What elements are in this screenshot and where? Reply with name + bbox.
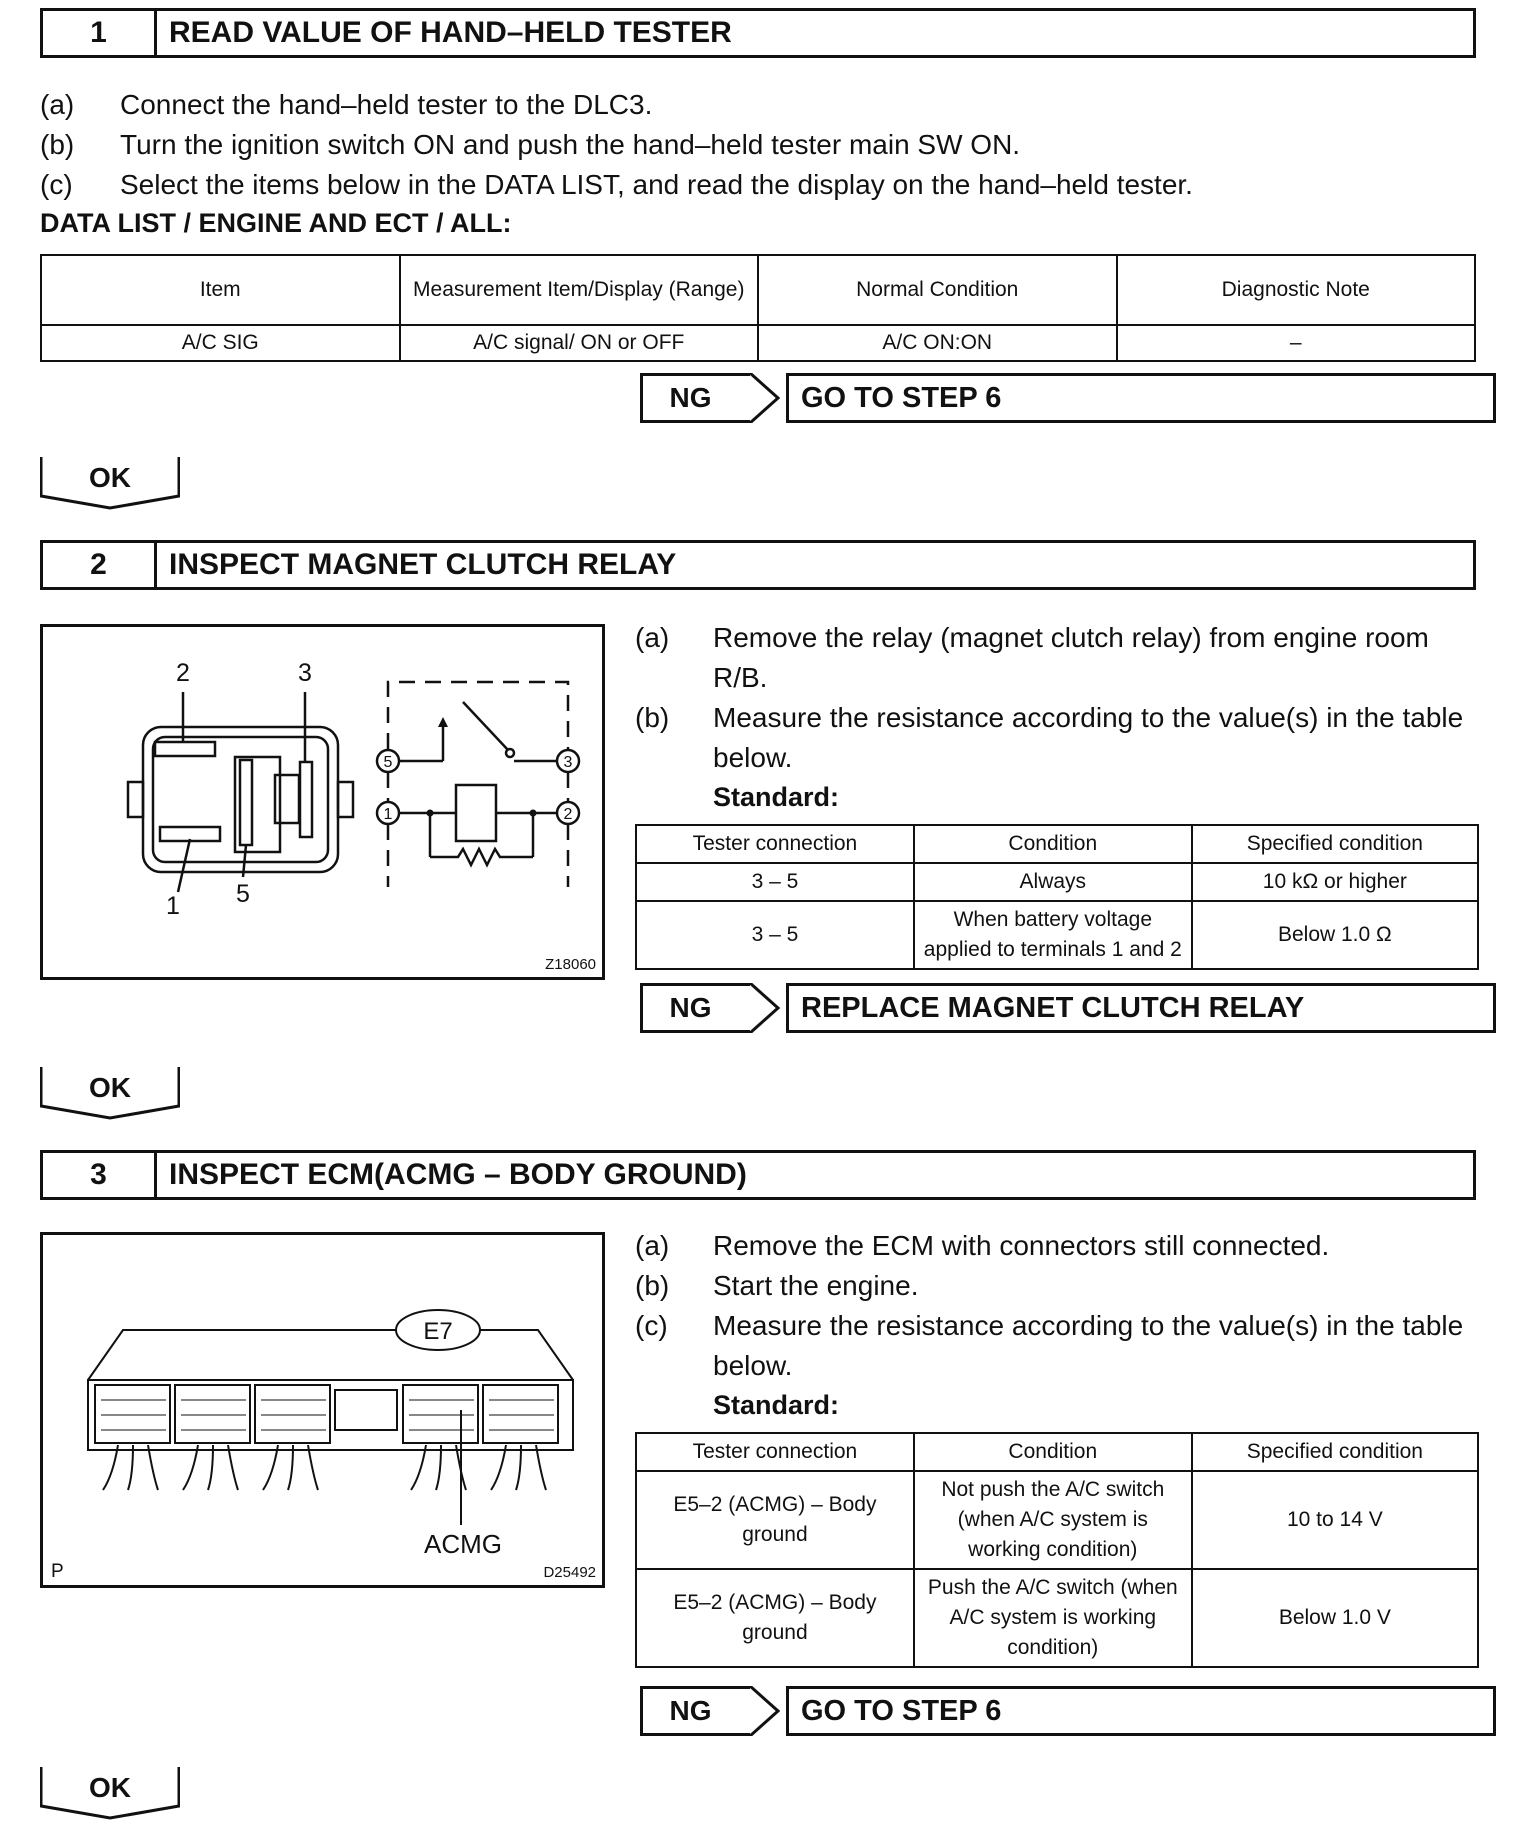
ecm-figure (40, 1232, 605, 1588)
data-list-table (40, 254, 1476, 362)
table-cell: 3 – 5 (636, 863, 914, 901)
instruction-label: (c) (635, 1310, 668, 1341)
table-header-row (636, 1433, 1478, 1471)
step-number: 1 (43, 11, 157, 55)
chevron-right-icon (750, 983, 780, 1033)
table-header-cell: Item (41, 255, 400, 325)
instruction-text: Select the items below in the DATA LIST, and read the display on the hand–held tester. (120, 169, 1193, 200)
table-cell: 3 – 5 (636, 901, 914, 969)
instruction-item (635, 1306, 1480, 1386)
table-row (636, 1471, 1478, 1569)
table-cell: E5–2 (ACMG) – Body ground (636, 1569, 914, 1667)
instruction-item (635, 618, 1480, 698)
ng-text: NG (669, 382, 712, 413)
instruction-label: (c) (40, 169, 73, 200)
table-header-cell: Normal Condition (758, 255, 1117, 325)
table-header-cell: Tester connection (636, 825, 914, 863)
terminal-number: 2 (563, 806, 573, 823)
standard-label: Standard: (713, 1390, 840, 1420)
terminal-number: 5 (383, 754, 393, 771)
pin-label: 1 (166, 892, 180, 920)
figure-code: Z18060 (545, 956, 596, 973)
ng-branch-label (640, 1686, 752, 1736)
table-cell: Not push the A/C switch (when A/C system is working condition) (914, 1471, 1192, 1569)
ok-branch-marker[interactable] (40, 456, 180, 515)
instruction-item (40, 85, 1480, 125)
relay-diagram (43, 627, 602, 977)
table-cell: 10 kΩ or higher (1192, 863, 1478, 901)
instruction-text: Turn the ignition switch ON and push the hand–held tester main SW ON. (120, 129, 1021, 160)
table-header-cell: Diagnostic Note (1117, 255, 1476, 325)
instruction-label: (a) (635, 622, 670, 653)
specification-table (635, 1432, 1479, 1668)
table-row (636, 1569, 1478, 1667)
table-cell: 10 to 14 V (1192, 1471, 1478, 1569)
instruction-item (635, 1226, 1480, 1266)
connector-label: E7 (423, 1318, 453, 1345)
step-number: 2 (43, 543, 157, 587)
ng-result-row[interactable] (640, 373, 1496, 423)
chevron-right-icon (750, 373, 780, 423)
ng-result-action: REPLACE MAGNET CLUTCH RELAY (786, 983, 1496, 1033)
pin-label: 3 (298, 659, 312, 687)
table-cell: Always (914, 863, 1192, 901)
ng-result-action: GO TO STEP 6 (786, 373, 1496, 423)
step-title: READ VALUE OF HAND–HELD TESTER (169, 16, 732, 49)
ok-branch-marker[interactable] (40, 1066, 180, 1125)
table-cell: E5–2 (ACMG) – Body ground (636, 1471, 914, 1569)
ok-label: OK (89, 1072, 131, 1103)
ng-result-action: GO TO STEP 6 (786, 1686, 1496, 1736)
table-cell: A/C SIG (41, 325, 400, 361)
ng-result-row[interactable] (640, 983, 1496, 1033)
data-list-title: DATA LIST / ENGINE AND ECT / ALL: (40, 208, 512, 238)
ecm-connector-diagram (43, 1235, 602, 1585)
instruction-text: Measure the resistance according to the value(s) in the table below. (713, 1310, 1464, 1381)
instruction-text: Start the engine. (713, 1270, 919, 1301)
pin-label: 2 (176, 659, 190, 687)
table-header-cell: Tester connection (636, 1433, 914, 1471)
instruction-text: Remove the relay (magnet clutch relay) from engine room R/B. (713, 622, 1429, 693)
instruction-label: (a) (40, 89, 75, 120)
ng-branch-label (640, 983, 752, 1033)
instruction-label: (b) (40, 129, 75, 160)
instruction-label: (b) (635, 702, 670, 733)
ng-branch-label (640, 373, 752, 423)
ng-text: NG (669, 992, 712, 1023)
instruction-text: Measure the resistance according to the value(s) in the table below. (713, 702, 1464, 773)
table-header-row (636, 825, 1478, 863)
terminal-label: ACMG (424, 1529, 502, 1559)
ng-result-row[interactable] (640, 1686, 1496, 1736)
ok-label: OK (89, 1772, 131, 1803)
table-header-cell: Condition (914, 825, 1192, 863)
figure-code: D25492 (543, 1564, 596, 1581)
instruction-label: (b) (635, 1270, 670, 1301)
table-header-cell: Specified condition (1192, 1433, 1478, 1471)
pin-label: 5 (236, 880, 250, 908)
specification-table (635, 824, 1479, 970)
table-header-cell: Specified condition (1192, 825, 1478, 863)
instruction-text: Remove the ECM with connectors still connected. (713, 1230, 1330, 1261)
step-3-header (40, 1150, 1476, 1200)
table-row (636, 863, 1478, 901)
step-number: 3 (43, 1153, 157, 1197)
instruction-item (40, 165, 1480, 205)
table-cell: A/C signal/ ON or OFF (400, 325, 759, 361)
table-cell: A/C ON:ON (758, 325, 1117, 361)
step-2-header (40, 540, 1476, 590)
table-header-cell: Condition (914, 1433, 1192, 1471)
step-1-header (40, 8, 1476, 58)
terminal-number: 1 (383, 806, 393, 823)
table-row (636, 901, 1478, 969)
step-title: INSPECT MAGNET CLUTCH RELAY (169, 548, 677, 581)
step-title: INSPECT ECM(ACMG – BODY GROUND) (169, 1158, 747, 1191)
ng-text: NG (669, 1695, 712, 1726)
instruction-item (635, 1266, 1480, 1306)
instruction-label: (a) (635, 1230, 670, 1261)
table-cell: Below 1.0 V (1192, 1569, 1478, 1667)
relay-figure (40, 624, 605, 980)
chevron-right-icon (750, 1686, 780, 1736)
table-header-row (41, 255, 1475, 325)
table-cell: Below 1.0 Ω (1192, 901, 1478, 969)
ok-label: OK (89, 462, 131, 493)
instruction-item (635, 698, 1480, 778)
table-cell: Push the A/C switch (when A/C system is working condition) (914, 1569, 1192, 1667)
table-cell: – (1117, 325, 1476, 361)
instruction-text: Connect the hand–held tester to the DLC3. (120, 89, 653, 120)
table-cell: When battery voltage applied to terminals 1 and 2 (914, 901, 1192, 969)
ok-branch-marker[interactable] (40, 1766, 180, 1825)
figure-corner-label: P (51, 1561, 64, 1582)
terminal-number: 3 (563, 754, 573, 771)
standard-label: Standard: (713, 782, 840, 812)
table-header-cell: Measurement Item/Display (Range) (400, 255, 759, 325)
instruction-item (40, 125, 1480, 165)
table-row (41, 325, 1475, 361)
